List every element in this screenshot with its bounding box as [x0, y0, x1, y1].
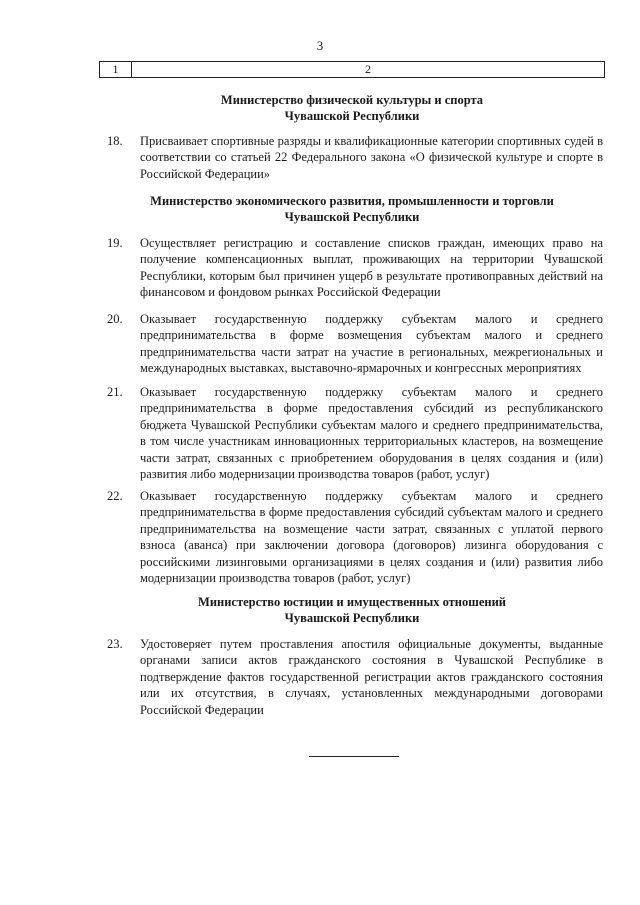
item-text: Осуществляет регистрацию и составление списков граждан, имеющих право на получение компенсационных выплат, проживающих на территории Чувашской Республики, которым был причинен ущерб в результате противоправных действий на финансовом и фондовом рынках Российской Федерации — [140, 236, 603, 300]
section-heading-line: Чувашской Республики — [284, 109, 420, 123]
section-heading-line: Чувашской Республики — [284, 611, 420, 625]
column-header-2: 2 — [132, 62, 605, 78]
item-text: Удостоверяет путем проставления апостиля официальные документы, выданные органами записи актов гражданского состояния в Чувашской Республике в подтверждение фактов государственной регистрации актов гражданского состояния или их отсутствия, в случаях, установленных международными договорами Российской Федерации — [140, 637, 603, 717]
item-text: Оказывает государственную поддержку субъектам малого и среднего предпринимательства в форме предоставления субсидий субъектам малого и среднего предпринимательства на возмещение части затрат, связанных с уплатой первого взноса (аванса) при заключении договора (договоров) лизинга оборудования с российскими лизинговыми организациями в целях создания и (или) развития либо модернизации производства товаров (работ, услуг) — [140, 489, 603, 586]
item-number: 23. — [107, 637, 123, 651]
section-heading-economy — [118, 193, 586, 225]
item-number: 19. — [107, 236, 123, 250]
section-heading-line: Министерство физической культуры и спорта — [220, 93, 484, 107]
item-number: 20. — [107, 312, 123, 326]
item-number: 21. — [107, 385, 123, 399]
section-heading-line: Чувашской Республики — [284, 210, 420, 224]
section-heading-sport — [118, 92, 586, 124]
section-heading-line: Министерство юстиции и имущественных отношений — [198, 595, 506, 609]
item-number: 22. — [107, 489, 123, 503]
column-header-1: 1 — [100, 62, 132, 78]
section-heading-justice — [118, 594, 586, 626]
end-divider — [309, 756, 399, 757]
item-text: Присваивает спортивные разряды и квалификационные категории спортивных судей в соответствии со статьей 22 Федерального закона «О физической культуре и спорте в Российской Федерации» — [140, 134, 603, 181]
page-number: 3 — [316, 38, 324, 53]
column-header-table — [99, 61, 605, 78]
item-number: 18. — [107, 134, 123, 148]
item-text: Оказывает государственную поддержку субъектам малого и среднего предпринимательства в форме возмещения субъектам малого и среднего предпринимательства части затрат на участие в региональных, межрегиональных и международных выставках, выставочно-ярмарочных и конгрессных мероприятиях — [140, 312, 603, 376]
item-text: Оказывает государственную поддержку субъектам малого и среднего предпринимательства в форме предоставления субсидий из республиканского бюджета Чувашской Республики субъектам малого и среднего предпринимательства, в том числе участникам инновационных территориальных кластеров, на возмещение части затрат, связанных с приобретением оборудования в целях создания и (или) развития либо модернизации производства товаров (работ, услуг) — [140, 385, 603, 482]
section-heading-line: Министерство экономического развития, промышленности и торговли — [150, 194, 554, 208]
